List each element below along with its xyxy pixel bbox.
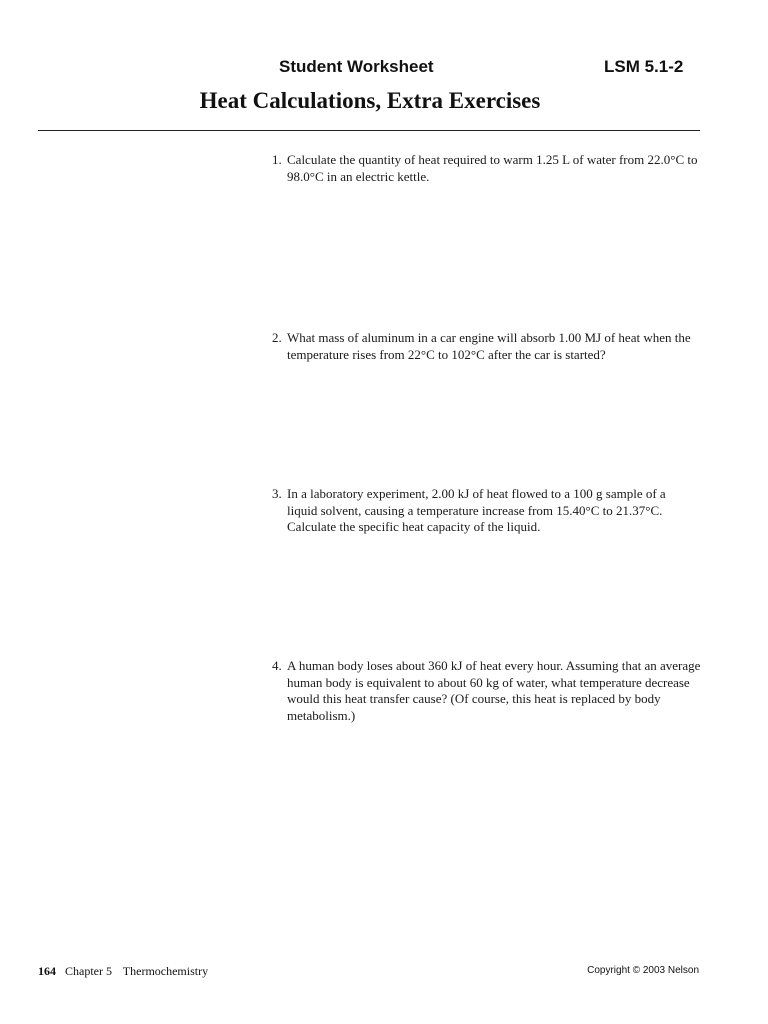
chapter-label: Chapter 5	[65, 964, 112, 978]
question-1	[272, 152, 702, 185]
copyright-notice: Copyright © 2003 Nelson	[587, 965, 699, 976]
question-number: 3.	[272, 486, 282, 501]
question-3	[272, 486, 702, 536]
question-text: Calculate the quantity of heat required to warm 1.25 L of water from 22.0°C to 98.0°C in an electric kettle.	[287, 152, 698, 184]
question-number: 4.	[272, 658, 282, 673]
worksheet-label: Student Worksheet	[279, 57, 434, 76]
question-number: 1.	[272, 152, 282, 167]
question-text: What mass of aluminum in a car engine will absorb 1.00 MJ of heat when the temperature rises from 22°C to 102°C after the car is started?	[287, 330, 691, 362]
lsm-code: LSM 5.1-2	[604, 57, 684, 76]
page-number: 164	[38, 964, 56, 978]
page-title: Heat Calculations, Extra Exercises	[199, 88, 541, 113]
title-divider	[38, 130, 700, 131]
chapter-title: Thermochemistry	[122, 964, 209, 978]
question-number: 2.	[272, 330, 282, 345]
question-text: A human body loses about 360 kJ of heat every hour. Assuming that an average human body is equivalent to about 60 kg of water, what temperature decrease would this heat transfer cause? (Of course, this heat is replaced by body metabolism.)	[287, 658, 701, 723]
question-text: In a laboratory experiment, 2.00 kJ of heat flowed to a 100 g sample of a liquid solvent, causing a temperature increase from 15.40°C to 21.37°C. Calculate the specific heat capacity of the liquid.	[287, 486, 666, 535]
question-2	[272, 330, 702, 363]
question-4	[272, 658, 702, 724]
page-footer-left	[38, 964, 208, 979]
